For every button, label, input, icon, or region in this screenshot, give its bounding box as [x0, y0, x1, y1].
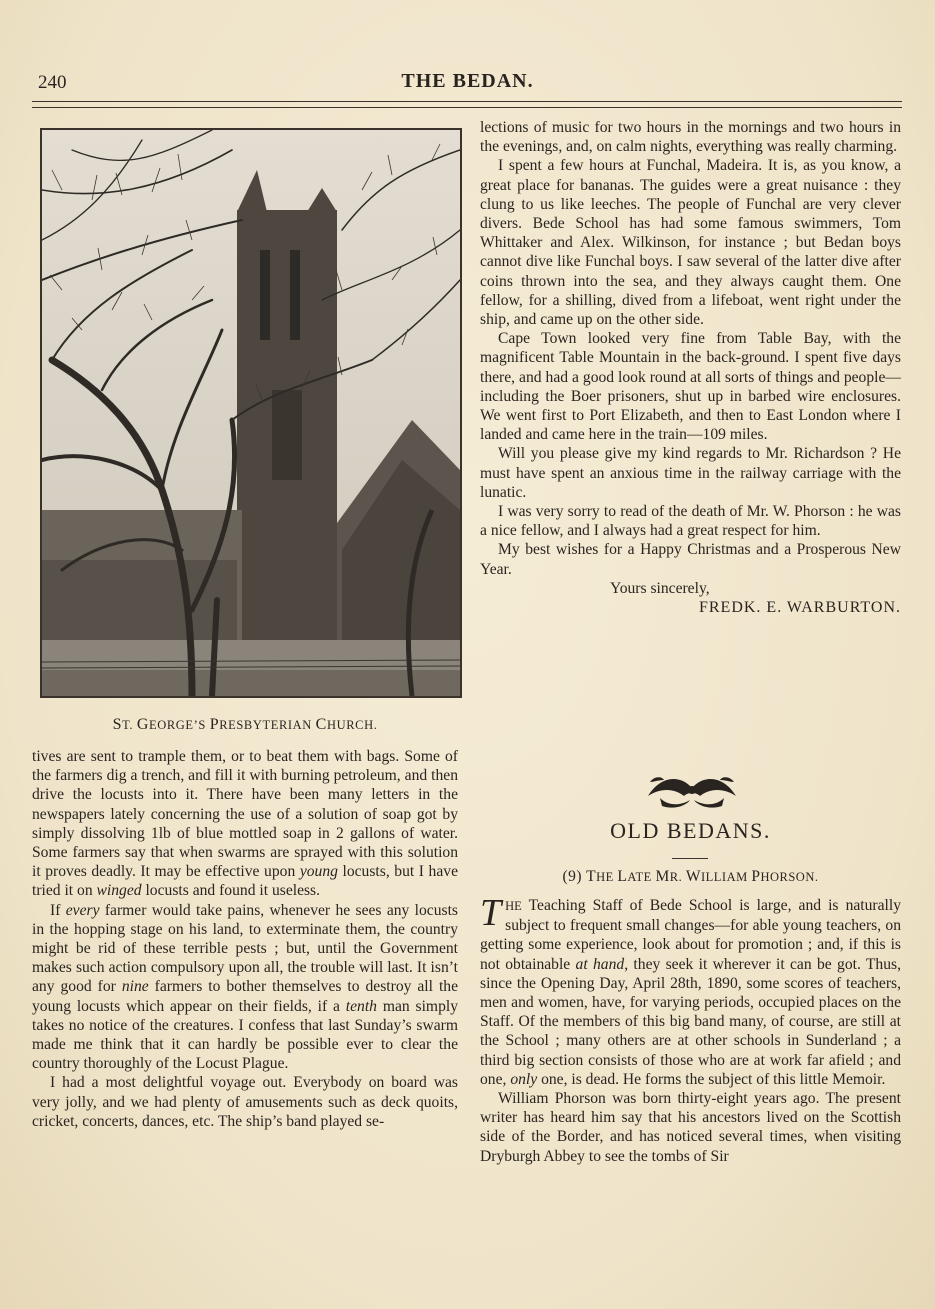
italic-text: at hand	[575, 955, 625, 973]
subhead-text: L	[617, 868, 628, 885]
caption-text: T.	[122, 718, 137, 732]
subhead-text: HE	[596, 870, 618, 884]
paragraph: I was very sorry to read of the death of Mr. W. Phorson : he was a nice fellow, and I always had a great respect for him.	[480, 503, 901, 540]
text-run: farmers to bother themselves to destroy all the young locusts which appear on their fields, if a	[32, 978, 458, 1015]
italic-text: nine	[121, 978, 149, 996]
paragraph: Will you please give my kind regards to Mr. Richardson ? He must have spent an anxious time in the railway carriage with the lunatic.	[480, 445, 901, 501]
caption-text: C	[315, 716, 327, 733]
text-run: locusts and found it useless.	[141, 882, 321, 900]
text-run: HE	[505, 899, 522, 913]
paragraph: lections of music for two hours in the mornings and two hours in the evenings, and, on calm nights, everything was really charming.	[480, 119, 901, 156]
church-photograph	[40, 128, 462, 698]
paragraph: My best wishes for a Happy Christmas and a Prosperous New Year.	[480, 541, 901, 578]
caption-text: EORGE’S	[149, 718, 210, 732]
italic-text: young	[299, 863, 338, 881]
paragraph: William Phorson was born thirty-eight years ago. The present writer has heard him say that his ancestors lived on the Scottish side of the Border, and has noticed several times, when visiting Dryburgh Abbey to see the tombs of Sir	[480, 1090, 901, 1165]
text-run: one, is dead. He forms the subject of this little Memoir.	[537, 1070, 886, 1088]
text-run: man simply takes no notice of the creatures. I confess that last Sunday’s swarm made me think that it can hardly be possible ever to clear the country thoroughly of the Locust Plague.	[32, 997, 458, 1073]
subhead-text: M	[655, 868, 670, 885]
header-rule	[32, 101, 902, 108]
section-subhead	[480, 868, 901, 886]
caption-text: P	[209, 716, 220, 733]
caption-text: HURCH.	[326, 718, 378, 732]
paragraph: I had a most delightful voyage out. Everybody on board was very jolly, and we had plenty of amusements such as deck quoits, cricket, concerts, dances, etc. The ship’s band played se-	[32, 1074, 458, 1130]
section-title: OLD BEDANS.	[610, 818, 771, 843]
text-run: , they seek it wherever it can be got. Thus, since the Opening Day, April 28th, 1890, some scores of teachers, men and women, have, for varying periods, occupied places on the Staff. Of the members of this big band many, of course, are still at the School ; many others are at other schools in Sunderland ; a third big section consists of those who are at work far afield ; and one,	[480, 955, 901, 1088]
italic-text: every	[65, 901, 100, 919]
ornament-icon	[640, 766, 744, 810]
letter-signature: FREDK. E. WARBURTON.	[698, 599, 901, 617]
paragraph	[32, 747, 458, 901]
page-header	[0, 66, 935, 96]
subhead-text: HORSON.	[760, 870, 819, 884]
caption-text: RESBYTERIAN	[219, 718, 316, 732]
paragraph: Cape Town looked very fine from Table Bay, with the magnificent Table Mountain in the back-ground. I spent five days there, and had a good look round at all sorts of things and people—including the Boer prisoners, shut up in barbed wire enclosures. We went first to Port Elizabeth, and then to East London where I landed and came here in the train—109 miles.	[480, 330, 901, 444]
italic-text: tenth	[345, 997, 377, 1015]
subhead-text: ATE	[627, 870, 656, 884]
caption-text: S	[112, 716, 123, 733]
subhead-text: R.	[669, 870, 686, 884]
paragraph	[480, 892, 901, 1089]
subhead-text: P	[751, 868, 761, 885]
right-column	[480, 118, 901, 617]
paragraph	[32, 901, 458, 1074]
caption-text: G	[136, 716, 149, 733]
text-run: Teaching Staff of Bede School is large, and is naturally subject to frequent small changes—for able young teachers, on getting some experience, look about for promotion ; and, if this is not obtainable	[480, 897, 901, 973]
page-number: 240	[38, 72, 67, 93]
left-column	[32, 747, 458, 1131]
text-run: farmer would take pains, whenever he sees any locusts in the hopping stage on his land, to exterminate them, the country might be rid of these terrible pests ; but, until the Government makes such action compulsory upon all, the trouble will last. It isn’t any good for	[32, 901, 458, 996]
photo-caption	[32, 716, 458, 734]
italic-text: only	[510, 1070, 538, 1088]
paragraph: I spent a few hours at Funchal, Madeira. It is, as you know, a great place for bananas. The guides were a great nuisance : they clung to us like leeches. The people of Funchal are very clever divers. Bede School has had some famous swimmers, Tom Whittaker and Alex. Wilkinson, for instance ; but Bedan boys cannot dive like Funchal boys. I saw several of the latter dive after coins thrown into the sea, and they always caught them. One fellow, for a shilling, dived from a lifeboat, went right under the ship, and came up on the other side.	[480, 157, 901, 329]
letter-closing: Yours sincerely,	[610, 579, 710, 597]
text-run: locusts, but I have tried it on	[32, 863, 458, 900]
running-title: THE BEDAN.	[401, 70, 534, 92]
subhead-text: (9) T	[562, 868, 597, 885]
section-rule	[672, 858, 708, 859]
subhead-text: W	[685, 868, 701, 885]
text-run: tives are sent to trample them, or to beat them with bags. Some of the farmers dig a trench, and fill it with burning petroleum, and then drive the locusts into it. There have been many letters in the newspapers lately concerning the use of a solution of soap got by simply dissolving 1lb of blue mottled soap in 2 gallons of water. Some farmers say that when swarms are sprayed with this solution it proves deadly. It may be effective upon	[32, 748, 458, 881]
subhead-text: ILLIAM	[700, 870, 752, 884]
memoir-body	[480, 892, 901, 1166]
text-run: If	[50, 901, 66, 919]
drop-cap: T	[480, 892, 502, 934]
italic-text: winged	[96, 882, 142, 900]
